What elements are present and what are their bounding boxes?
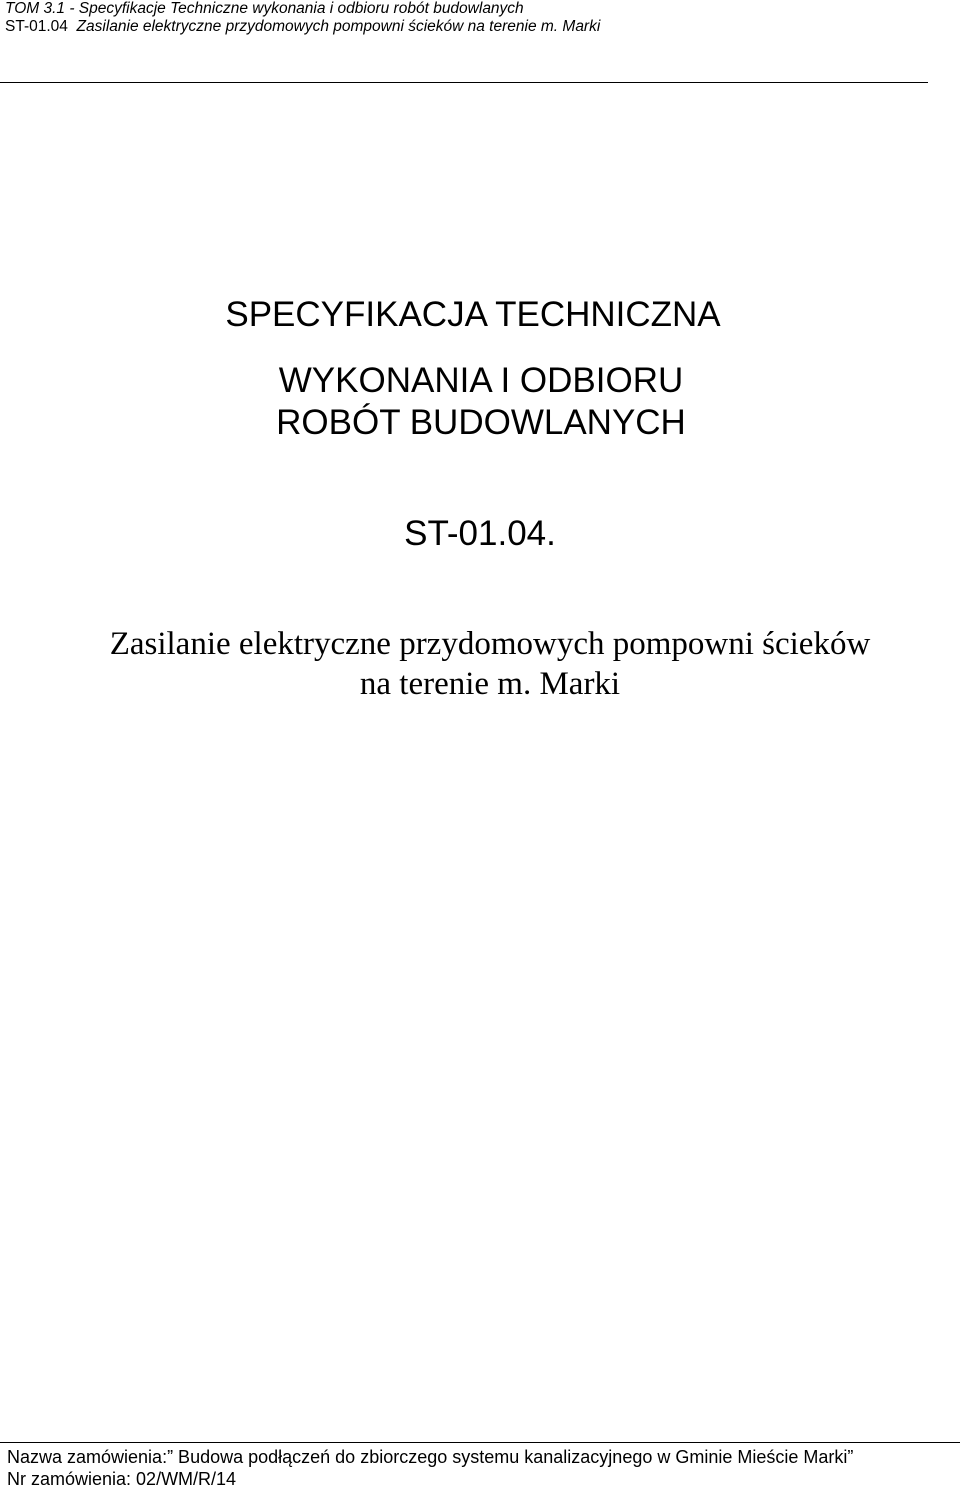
footer-divider [0, 1442, 960, 1443]
spec-subject-line2: na terenie m. Marki [359, 666, 621, 702]
header-spec-title [5, 17, 935, 37]
header-divider [0, 82, 928, 83]
spec-subject-line1: Zasilanie elektryczne przydomowych pompowni ścieków [109, 626, 871, 662]
page-footer [7, 1446, 853, 1490]
footer-order-number: Nr zamówienia: 02/WM/R/14 [7, 1469, 237, 1489]
page-header [5, 0, 935, 37]
document-subtitle-line2: ROBÓT BUDOWLANYCH [276, 403, 686, 442]
header-spec-subject: Zasilanie elektryczne przydomowych pompowni ścieków na terenie m. Marki [76, 18, 601, 35]
header-volume-title: TOM 3.1 - Specyfikacje Techniczne wykonania i odbioru robót budowlanych [5, 0, 524, 17]
document-subtitle-line1: WYKONANIA I ODBIORU [278, 361, 684, 400]
spec-code: ST-01.04. [404, 514, 556, 553]
footer-order-name: Nazwa zamówienia:” Budowa podłączeń do zbiorczego systemu kanalizacyjnego w Gminie Mieście Marki” [7, 1447, 854, 1467]
document-title: SPECYFIKACJA TECHNICZNA [225, 295, 721, 334]
header-spec-code: ST-01.04 [5, 18, 68, 35]
document-subtitle [1, 360, 960, 444]
spec-subject [10, 624, 960, 704]
